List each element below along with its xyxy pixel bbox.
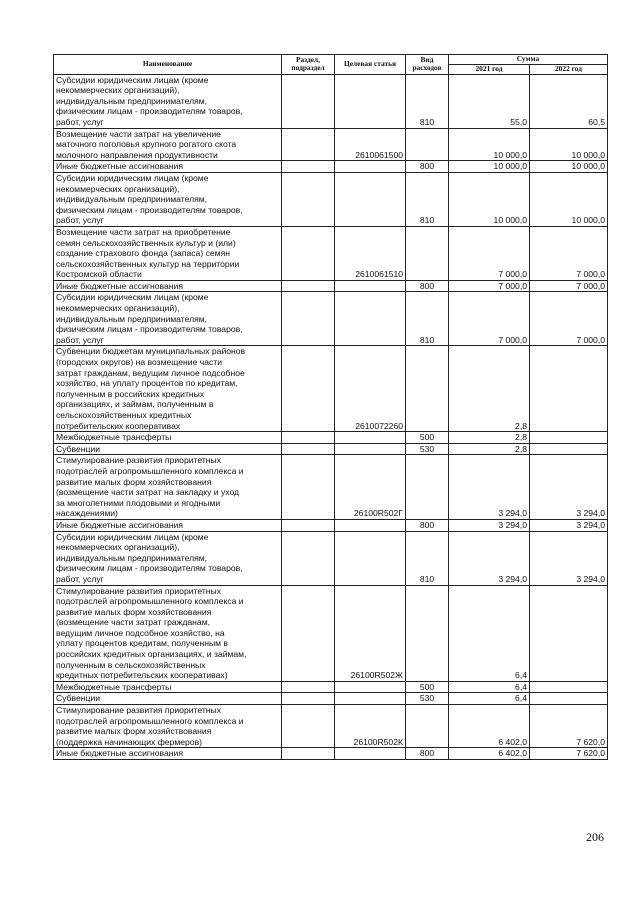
- row-sum-2021: 7 000,0: [449, 226, 530, 280]
- table-header: [54, 55, 608, 75]
- row-target-code: [335, 74, 406, 128]
- row-sum-2022: 60,5: [530, 74, 608, 128]
- table-row: [54, 443, 608, 455]
- row-name: Стимулирование развития приоритетных подотраслей агропромышленного комплекса и развитие малых форм хозяйствования (поддержка начинающих фермеров): [54, 705, 282, 748]
- row-sum-2022: [530, 346, 608, 432]
- row-name: Субвенции: [54, 443, 282, 455]
- row-expense-type: [406, 226, 449, 280]
- row-sum-2021: 6,4: [449, 693, 530, 705]
- row-sum-2022: 3 294,0: [530, 455, 608, 520]
- row-sum-2022: 7 000,0: [530, 280, 608, 292]
- row-expense-type: 800: [406, 748, 449, 760]
- row-target-code: [335, 531, 406, 585]
- row-sum-2021: 6 402,0: [449, 748, 530, 760]
- row-expense-type: 810: [406, 74, 449, 128]
- row-target-code: 2610072260: [335, 346, 406, 432]
- row-sum-2022: 7 000,0: [530, 226, 608, 280]
- row-expense-type: 800: [406, 280, 449, 292]
- table-row: [54, 455, 608, 520]
- row-expense-type: 530: [406, 443, 449, 455]
- row-sum-2021: 3 294,0: [449, 519, 530, 531]
- row-target-code: [335, 693, 406, 705]
- row-name: Субвенции: [54, 693, 282, 705]
- row-name: Субвенции бюджетам муниципальных районов (городских округов) на возмещение части затрат гражданам, ведущим личное подсобное хозяйство, на уплату процентов по кредитам, полученным в российских кредитных организациях, и займам, полученным в сельскохозяйственных кредитных потребительских кооперативах: [54, 346, 282, 432]
- row-expense-type: 810: [406, 292, 449, 346]
- row-section: [282, 432, 335, 444]
- row-section: [282, 705, 335, 748]
- row-sum-2022: [530, 585, 608, 681]
- row-target-code: [335, 161, 406, 173]
- header-sum: Сумма: [449, 55, 608, 65]
- row-section: [282, 74, 335, 128]
- row-target-code: [335, 432, 406, 444]
- row-expense-type: 500: [406, 432, 449, 444]
- row-expense-type: [406, 455, 449, 520]
- row-name: Субсидии юридическим лицам (кроме некоммерческих организаций), индивидуальным предпринимателям, физическим лицам - производителям товаров, работ, услуг: [54, 172, 282, 226]
- row-name: Субсидии юридическим лицам (кроме некоммерческих организаций), индивидуальным предпринимателям, физическим лицам - производителям товаров, работ, услуг: [54, 74, 282, 128]
- row-target-code: 26100R502К: [335, 705, 406, 748]
- header-year-2022: 2022 год: [530, 65, 608, 75]
- row-name: Стимулирование развития приоритетных подотраслей агропромышленного комплекса и развитие малых форм хозяйствования (возмещение части затрат гражданам, ведущим личное подсобное хозяйство, на уплату процентов кредитам, полученным в российских кредитных организациях, и займам, полученным в сельскохозяйственных кредитных потребительских кооперативах): [54, 585, 282, 681]
- table-row: [54, 681, 608, 693]
- page-number: 206: [586, 830, 604, 844]
- table-row: [54, 531, 608, 585]
- row-sum-2021: 6,4: [449, 681, 530, 693]
- row-name: Возмещение части затрат на приобретение семян сельскохозяйственных культур и (или) создание страхового фонда (запаса) семян сельскохозяйственных культур на территории Костромской области: [54, 226, 282, 280]
- row-expense-type: 800: [406, 161, 449, 173]
- row-sum-2021: 10 000,0: [449, 161, 530, 173]
- row-expense-type: 810: [406, 172, 449, 226]
- row-sum-2021: 6 402,0: [449, 705, 530, 748]
- header-target: Целевая статья: [335, 55, 406, 75]
- row-section: [282, 292, 335, 346]
- row-expense-type: [406, 128, 449, 161]
- row-sum-2021: 10 000,0: [449, 172, 530, 226]
- header-year-2021: 2021 год: [449, 65, 530, 75]
- table-row: [54, 705, 608, 748]
- row-sum-2022: [530, 443, 608, 455]
- row-section: [282, 681, 335, 693]
- row-expense-type: 500: [406, 681, 449, 693]
- row-section: [282, 226, 335, 280]
- table-row: [54, 432, 608, 444]
- row-sum-2021: 2,8: [449, 432, 530, 444]
- row-section: [282, 531, 335, 585]
- row-expense-type: 810: [406, 531, 449, 585]
- row-expense-type: 800: [406, 519, 449, 531]
- row-section: [282, 443, 335, 455]
- row-sum-2021: 7 000,0: [449, 280, 530, 292]
- row-sum-2022: [530, 681, 608, 693]
- row-section: [282, 161, 335, 173]
- row-target-code: 26100R502Ж: [335, 585, 406, 681]
- header-section: Раздел, подраздел: [282, 55, 335, 75]
- row-sum-2022: [530, 432, 608, 444]
- table-row: [54, 748, 608, 760]
- table-row: [54, 585, 608, 681]
- row-sum-2022: [530, 693, 608, 705]
- row-sum-2021: 6,4: [449, 585, 530, 681]
- row-expense-type: [406, 346, 449, 432]
- table-body: [54, 74, 608, 759]
- table-row: [54, 74, 608, 128]
- row-sum-2022: 7 000,0: [530, 292, 608, 346]
- row-name: Возмещение части затрат на увеличение маточного поголовья крупного рогатого скота молочного направления продуктивности: [54, 128, 282, 161]
- row-section: [282, 585, 335, 681]
- row-section: [282, 519, 335, 531]
- row-section: [282, 748, 335, 760]
- row-target-code: [335, 443, 406, 455]
- row-sum-2022: 7 620,0: [530, 748, 608, 760]
- row-section: [282, 128, 335, 161]
- row-name: Межбюджетные трансферты: [54, 432, 282, 444]
- table-row: [54, 519, 608, 531]
- table-row: [54, 693, 608, 705]
- row-target-code: [335, 519, 406, 531]
- table-row: [54, 161, 608, 173]
- header-type: Вид расходов: [406, 55, 449, 75]
- row-target-code: [335, 748, 406, 760]
- row-sum-2021: 10 000,0: [449, 128, 530, 161]
- header-name: Наименование: [54, 55, 282, 75]
- row-sum-2021: 2,8: [449, 443, 530, 455]
- row-sum-2022: 10 000,0: [530, 161, 608, 173]
- row-sum-2021: 55,0: [449, 74, 530, 128]
- row-name: Межбюджетные трансферты: [54, 681, 282, 693]
- row-target-code: [335, 292, 406, 346]
- row-name: Иные бюджетные ассигнования: [54, 280, 282, 292]
- table-row: [54, 280, 608, 292]
- table-row: [54, 226, 608, 280]
- row-section: [282, 346, 335, 432]
- row-sum-2021: 7 000,0: [449, 292, 530, 346]
- row-expense-type: 530: [406, 693, 449, 705]
- row-sum-2022: 10 000,0: [530, 128, 608, 161]
- row-name: Субсидии юридическим лицам (кроме некоммерческих организаций), индивидуальным предпринимателям, физическим лицам - производителям товаров, работ, услуг: [54, 292, 282, 346]
- row-expense-type: [406, 705, 449, 748]
- table-row: [54, 128, 608, 161]
- row-target-code: 26100R502Г: [335, 455, 406, 520]
- row-sum-2021: 2,8: [449, 346, 530, 432]
- row-sum-2021: 3 294,0: [449, 455, 530, 520]
- row-name: Иные бюджетные ассигнования: [54, 519, 282, 531]
- row-sum-2021: 3 294,0: [449, 531, 530, 585]
- row-section: [282, 172, 335, 226]
- row-name: Стимулирование развития приоритетных подотраслей агропромышленного комплекса и развитие малых форм хозяйствования (возмещение части затрат на закладку и уход за многолетними плодовыми и ягодными насаждениями): [54, 455, 282, 520]
- row-sum-2022: 10 000,0: [530, 172, 608, 226]
- row-name: Иные бюджетные ассигнования: [54, 748, 282, 760]
- row-sum-2022: 7 620,0: [530, 705, 608, 748]
- row-name: Иные бюджетные ассигнования: [54, 161, 282, 173]
- row-name: Субсидии юридическим лицам (кроме некоммерческих организаций), индивидуальным предпринимателям, физическим лицам - производителям товаров, работ, услуг: [54, 531, 282, 585]
- table-row: [54, 172, 608, 226]
- budget-table: [53, 54, 608, 760]
- row-target-code: [335, 681, 406, 693]
- row-target-code: 2610061510: [335, 226, 406, 280]
- row-sum-2022: 3 294,0: [530, 519, 608, 531]
- row-section: [282, 693, 335, 705]
- row-target-code: [335, 280, 406, 292]
- row-target-code: [335, 172, 406, 226]
- row-target-code: 2610061500: [335, 128, 406, 161]
- row-sum-2022: 3 294,0: [530, 531, 608, 585]
- table-row: [54, 292, 608, 346]
- row-expense-type: [406, 585, 449, 681]
- row-section: [282, 280, 335, 292]
- row-section: [282, 455, 335, 520]
- table-row: [54, 346, 608, 432]
